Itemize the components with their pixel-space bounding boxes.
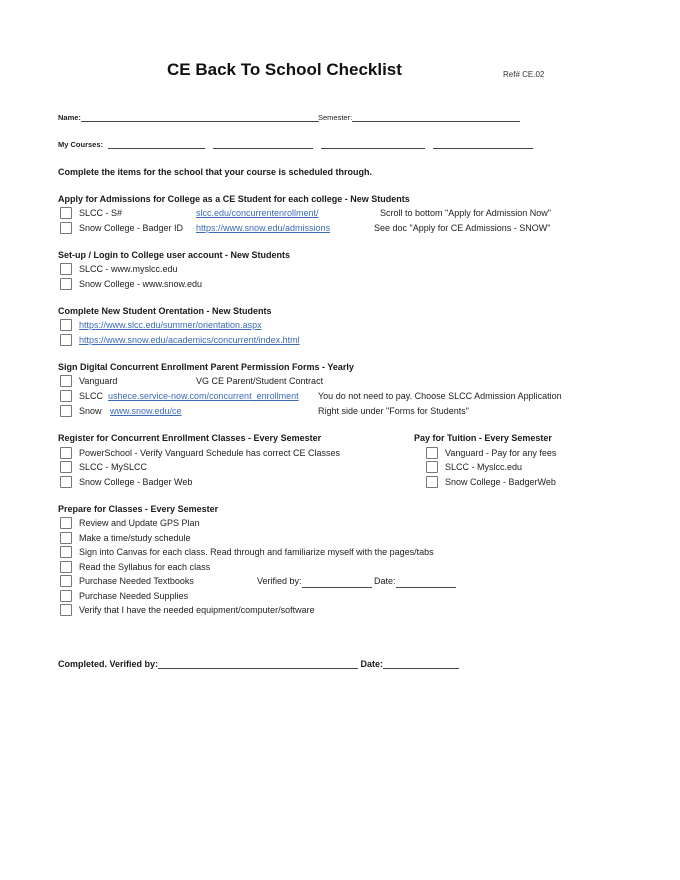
section-heading-admissions: Apply for Admissions for College as a CE Student for each college - New Students: [58, 194, 410, 204]
checkbox[interactable]: [60, 604, 72, 616]
item-note: You do not need to pay. Choose SLCC Admission Application: [318, 391, 562, 401]
checkbox[interactable]: [60, 375, 72, 387]
checkbox[interactable]: [60, 405, 72, 417]
name-field[interactable]: [81, 113, 319, 122]
item-label: SLCC - Myslcc.edu: [445, 462, 523, 472]
page-title: CE Back To School Checklist: [167, 60, 402, 79]
section-heading-tuition: Pay for Tuition - Every Semester: [414, 433, 552, 443]
completed-verified-row: [58, 659, 459, 669]
instructions: Complete the items for the school that your course is scheduled through.: [58, 167, 373, 177]
item-label: Vanguard: [79, 376, 118, 386]
checklist-item: [60, 221, 183, 235]
checklist-item: [426, 475, 556, 489]
checklist-item: [426, 460, 522, 474]
checkbox[interactable]: [60, 319, 72, 331]
checklist-item: [60, 603, 315, 617]
checkbox[interactable]: [60, 532, 72, 544]
section-heading-orientation: Complete New Student Orentation - New Students: [58, 306, 272, 316]
date-label: Date:: [374, 576, 396, 586]
checklist-item: [60, 574, 194, 588]
item-label: Read the Syllabus for each class: [79, 562, 211, 572]
item-label: Sign into Canvas for each class. Read through and familiarize myself with the pages/tabs: [79, 547, 434, 557]
item-label: Snow College - www.snow.edu: [79, 279, 203, 289]
checkbox[interactable]: [60, 461, 72, 473]
name-label: Name:: [58, 113, 81, 122]
checklist-item: [60, 460, 147, 474]
section-heading-permission: Sign Digital Concurrent Enrollment Parent Permission Forms - Yearly: [58, 362, 354, 372]
semester-field[interactable]: [352, 113, 520, 122]
textbook-verified-field[interactable]: [302, 579, 372, 588]
checklist-item: [60, 404, 102, 418]
item-link[interactable]: https://www.snow.edu/admissions: [196, 223, 331, 233]
checkbox[interactable]: [426, 461, 438, 473]
checkbox[interactable]: [60, 278, 72, 290]
checklist-item: [60, 262, 178, 276]
section-heading-prepare: Prepare for Classes - Every Semester: [58, 504, 219, 514]
course-field-1[interactable]: [108, 140, 205, 149]
checkbox[interactable]: [60, 517, 72, 529]
item-note: Scroll to bottom "Apply for Admission Now": [380, 208, 551, 218]
section-heading-login: Set-up / Login to College user account - New Students: [58, 250, 291, 260]
checklist-item: [60, 531, 191, 545]
section-heading-register: Register for Concurrent Enrollment Classes - Every Semester: [58, 433, 322, 443]
completed-verified-field[interactable]: [158, 660, 358, 669]
item-note: Right side under "Forms for Students": [318, 406, 469, 416]
checkbox[interactable]: [60, 334, 72, 346]
course-field-2[interactable]: [213, 140, 313, 149]
checklist-item: [60, 446, 340, 460]
completed-date-field[interactable]: [383, 660, 459, 669]
checkbox[interactable]: [60, 222, 72, 234]
checklist-item: [60, 318, 262, 332]
checkbox[interactable]: [60, 207, 72, 219]
completed-date-label: Date:: [360, 659, 384, 669]
checklist-item: [60, 545, 434, 559]
item-link[interactable]: ushece.service-now.com/concurrent_enrollment: [108, 391, 299, 401]
textbook-date-field[interactable]: [396, 579, 456, 588]
semester-label: Semester:: [318, 113, 353, 122]
checkbox[interactable]: [60, 447, 72, 459]
item-link[interactable]: https://www.slcc.edu/summer/orientation.aspx: [79, 320, 262, 330]
courses-label: My Courses:: [58, 140, 104, 149]
item-label: Snow College - BadgerWeb: [445, 477, 556, 487]
item-label: Snow: [79, 406, 102, 416]
checklist-item: [60, 374, 117, 388]
course-field-3[interactable]: [321, 140, 425, 149]
checklist-item: [60, 516, 200, 530]
checkbox[interactable]: [60, 575, 72, 587]
item-label: SLCC - S#: [79, 208, 123, 218]
item-label: Purchase Needed Textbooks: [79, 576, 194, 586]
semester-row: [318, 113, 520, 122]
item-link[interactable]: https://www.snow.edu/academics/concurrent/index.html: [79, 335, 300, 345]
courses-row: [58, 140, 533, 149]
checklist-item: [60, 333, 300, 347]
completed-verified-label: Completed. Verified by:: [58, 659, 159, 669]
item-link[interactable]: slcc.edu/concurrentenrollment/: [196, 208, 319, 218]
checklist-item: [60, 560, 210, 574]
reference-number: Ref# CE.02: [503, 70, 545, 79]
textbook-verified-row: [257, 574, 456, 588]
item-link[interactable]: www.snow.edu/ce: [110, 406, 182, 416]
item-label: Make a time/study schedule: [79, 533, 191, 543]
item-label: Review and Update GPS Plan: [79, 518, 200, 528]
checkbox[interactable]: [60, 476, 72, 488]
checklist-item: [60, 475, 192, 489]
item-label: Verify that I have the needed equipment/computer/software: [79, 605, 315, 615]
checklist-item: [426, 446, 556, 460]
item-label: Snow College - Badger Web: [79, 477, 193, 487]
verified-by-label: Verified by:: [257, 576, 302, 586]
checklist-item: [60, 206, 122, 220]
name-row: [58, 113, 319, 122]
item-label: SLCC - MySLCC: [79, 462, 148, 472]
item-note: See doc "Apply for CE Admissions - SNOW": [374, 223, 551, 233]
checklist-item: [60, 589, 188, 603]
checkbox[interactable]: [60, 263, 72, 275]
checkbox[interactable]: [426, 476, 438, 488]
checkbox[interactable]: [60, 390, 72, 402]
item-label: PowerSchool - Verify Vanguard Schedule has correct CE Classes: [79, 448, 340, 458]
checkbox[interactable]: [60, 546, 72, 558]
item-label: Purchase Needed Supplies: [79, 591, 189, 601]
course-field-4[interactable]: [433, 140, 533, 149]
checklist-item: [60, 389, 103, 403]
checkbox[interactable]: [426, 447, 438, 459]
item-label: Snow College - Badger ID: [79, 223, 184, 233]
checklist-item: [60, 277, 202, 291]
checkbox[interactable]: [60, 590, 72, 602]
item-label: SLCC - www.myslcc.edu: [79, 264, 178, 274]
item-note: VG CE Parent/Student Contract: [196, 376, 324, 386]
checkbox[interactable]: [60, 561, 72, 573]
item-label: SLCC: [79, 391, 104, 401]
item-label: Vanguard - Pay for any fees: [445, 448, 557, 458]
